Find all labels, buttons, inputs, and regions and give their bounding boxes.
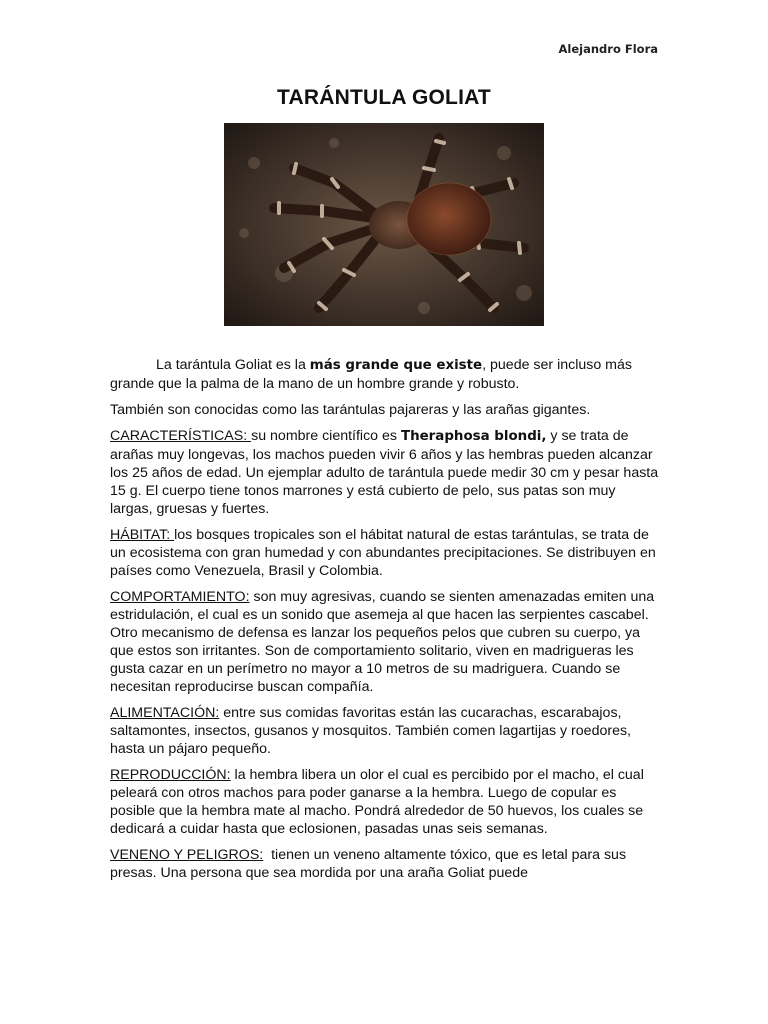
- habitat-paragraph: HÁBITAT: los bosques tropicales son el hábitat natural de estas tarántulas, se trata de un ecosistema con gran humedad y con abundantes precipitaciones. Se distribuyen en países como Venezuela, Brasil y Colombia.: [110, 527, 656, 579]
- veneno-heading: VENENO Y PELIGROS:: [110, 847, 264, 863]
- comportamiento-heading: COMPORTAMIENTO:: [110, 589, 250, 605]
- habitat-heading: HÁBITAT:: [110, 527, 175, 543]
- tarantula-photo: [224, 123, 544, 326]
- aka-paragraph: También son conocidas como las tarántulas pajareras y las arañas gigantes.: [110, 402, 591, 418]
- alimentacion-heading: ALIMENTACIÓN:: [110, 705, 220, 721]
- document-body: [110, 356, 662, 890]
- comportamiento-paragraph: COMPORTAMIENTO: son muy agresivas, cuando se sienten amenazadas emiten una estridulación, el cual es un sonido que asemeja al que hacen las serpientes cascabel. Otro mecanismo de defensa es lanzar los pequeños pelos que cubren su cuerpo, ya que estos son irritantes. Son de comportamiento solitario, viven en madrigueras les gusta cazar en un perímetro no mayor a 10 metros de su madriguera. Cuando se necesitan reproducirse buscan compañía.: [110, 589, 655, 695]
- scientific-name: Theraphosa blondi,: [400, 429, 547, 444]
- reproduccion-heading: REPRODUCCIÓN:: [110, 767, 231, 783]
- veneno-paragraph: VENENO Y PELIGROS: tienen un veneno altamente tóxico, que es letal para sus presas. Una persona que sea mordida por una araña Goliat puede: [110, 847, 630, 881]
- intro-paragraph: La tarántula Goliat es la más grande que existe, puede ser incluso más grande que la palma de la mano de un hombre grande y robusto.: [110, 357, 632, 392]
- caracteristicas-heading: CARACTERÍSTICAS:: [110, 428, 252, 444]
- reproduccion-paragraph: REPRODUCCIÓN: la hembra libera un olor el cual es percibido por el macho, el cual peleará con otros machos para poder ganarse a la hembra. Luego de copular es posible que la hembra mate al macho. Pondrá alrededor de 50 huevos, los cuales se dedicará a cuidar hasta que eclosionen, pasadas unas seis semanas.: [110, 767, 644, 837]
- intro-bold: más grande que existe: [309, 358, 483, 373]
- page-title: TARÁNTULA GOLIAT: [277, 86, 491, 109]
- author-name: Alejandro Flora: [558, 42, 658, 56]
- caracteristicas-paragraph: CARACTERÍSTICAS: su nombre científico es Theraphosa blondi, y se trata de arañas muy longevas, los machos pueden vivir 6 años y las hembras pueden alcanzar los 25 años de edad. Un ejemplar adulto de tarántula puede medir 30 cm y pesar hasta 15 g. El cuerpo tiene tonos marrones y está cubierto de pelo, sus patas son muy largas, gruesas y fuertes.: [110, 428, 659, 517]
- alimentacion-paragraph: ALIMENTACIÓN: entre sus comidas favoritas están las cucarachas, escarabajos, saltamontes, insectos, gusanos y mosquitos. También comen lagartijas y roedores, hasta un pájaro pequeño.: [110, 705, 631, 757]
